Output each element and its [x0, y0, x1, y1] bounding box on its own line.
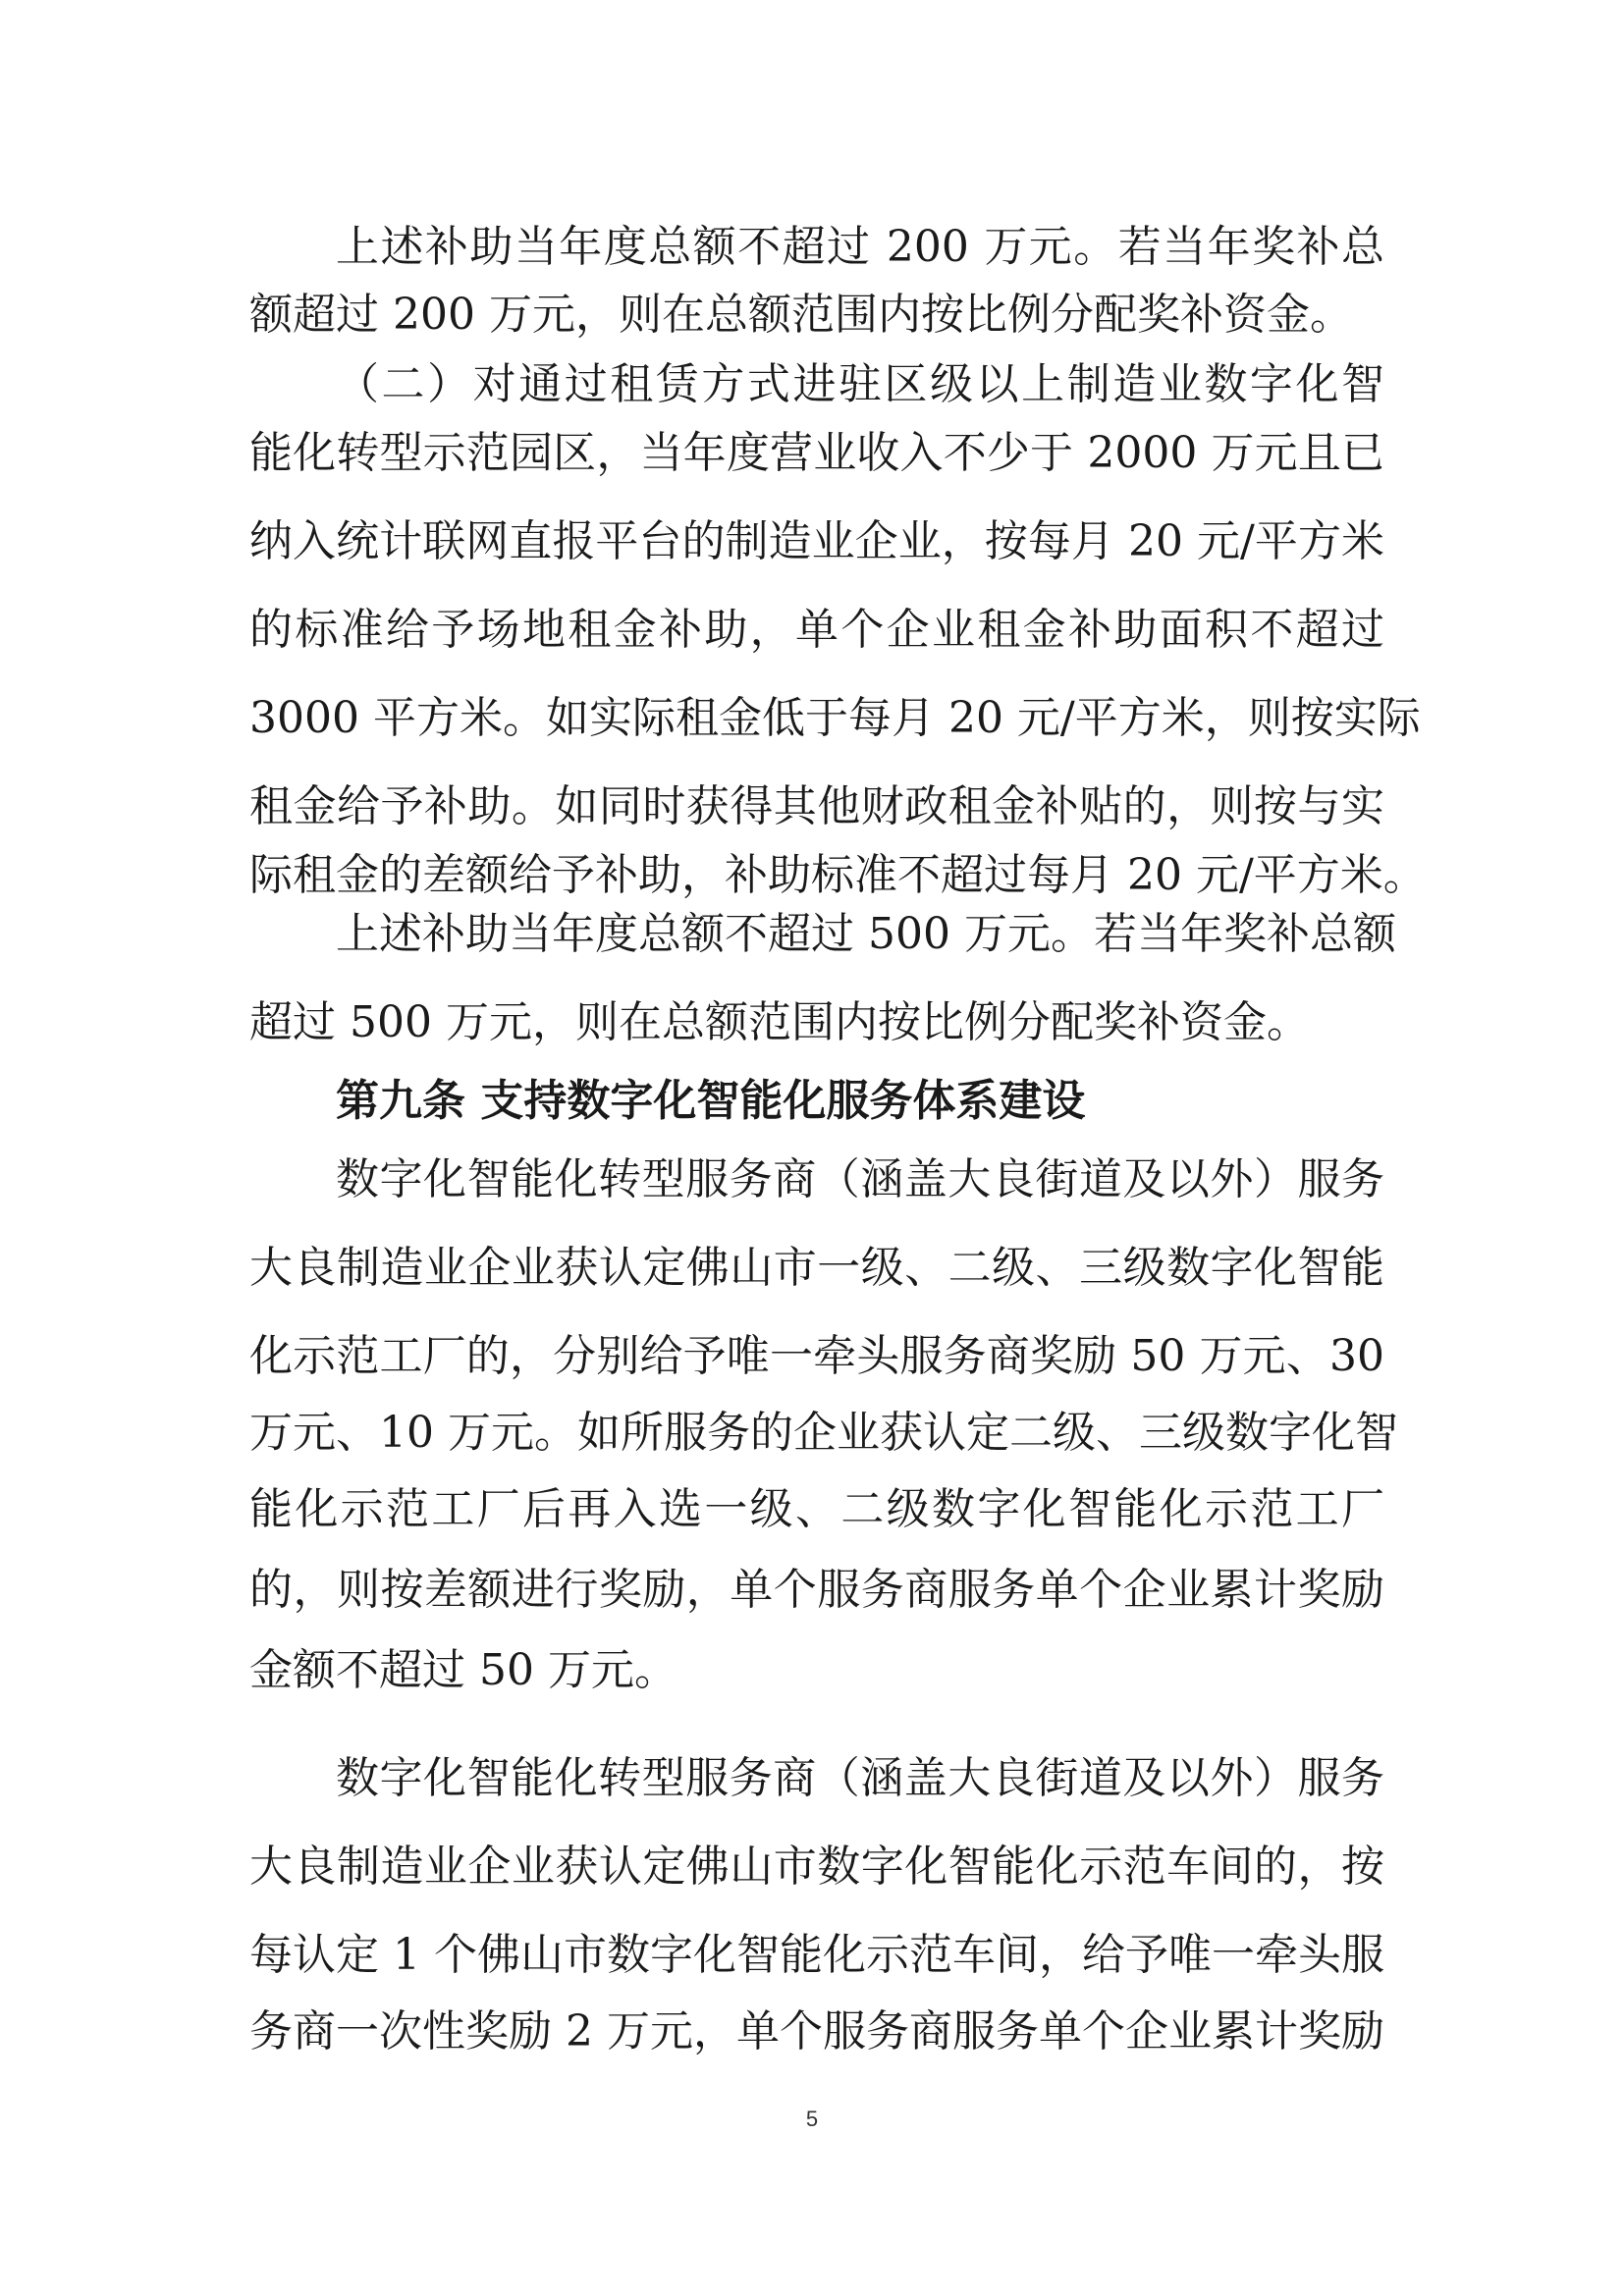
paragraph-line: 金额不超过 50 万元。 — [249, 1645, 677, 1695]
section-heading: 第九条 支持数字化智能化服务体系建设 — [336, 1076, 1086, 1126]
paragraph-line: 大良制造业企业获认定佛山市一级、二级、三级数字化智能 — [249, 1243, 1384, 1293]
paragraph-line: 能化转型示范园区，当年度营业收入不少于 2000 万元且已 — [249, 428, 1384, 478]
paragraph-line: 务商一次性奖励 2 万元，单个服务商服务单个企业累计奖励 — [249, 2006, 1384, 2056]
paragraph-line: （二）对通过租赁方式进驻区级以上制造业数字化智 — [336, 359, 1384, 409]
paragraph-line: 大良制造业企业获认定佛山市数字化智能化示范车间的，按 — [249, 1842, 1384, 1892]
paragraph-line: 3000 平方米。如实际租金低于每月 20 元/平方米，则按实际 — [249, 693, 1421, 743]
paragraph-line: 租金给予补助。如同时获得其他财政租金补贴的，则按与实 — [249, 781, 1384, 831]
paragraph-line: 纳入统计联网直报平台的制造业企业，按每月 20 元/平方米 — [249, 516, 1384, 566]
paragraph-line: 化示范工厂的，分别给予唯一牵头服务商奖励 50 万元、30 — [249, 1331, 1384, 1381]
paragraph-line: 额超过 200 万元，则在总额范围内按比例分配奖补资金。 — [249, 290, 1353, 340]
paragraph-line: 的标准给予场地租金补助，单个企业租金补助面积不超过 — [249, 605, 1384, 655]
paragraph-line: 超过 500 万元，则在总额范围内按比例分配奖补资金。 — [249, 997, 1310, 1047]
paragraph-line: 数字化智能化转型服务商（涵盖大良街道及以外）服务 — [336, 1154, 1384, 1204]
paragraph-line: 能化示范工厂后再入选一级、二级数字化智能化示范工厂 — [249, 1484, 1384, 1534]
page-number: 5 — [805, 2107, 819, 2131]
paragraph-line: 的，则按差额进行奖励，单个服务商服务单个企业累计奖励 — [249, 1565, 1384, 1615]
paragraph-line: 上述补助当年度总额不超过 200 万元。若当年奖补总 — [336, 222, 1384, 272]
paragraph-line: 上述补助当年度总额不超过 500 万元。若当年奖补总额 — [336, 909, 1396, 959]
paragraph-line: 数字化智能化转型服务商（涵盖大良街道及以外）服务 — [336, 1753, 1384, 1803]
paragraph-line: 际租金的差额给予补助，补助标准不超过每月 20 元/平方米。 — [249, 850, 1427, 900]
paragraph-line: 每认定 1 个佛山市数字化智能化示范车间，给予唯一牵头服 — [249, 1930, 1384, 1980]
paragraph-line: 万元、10 万元。如所服务的企业获认定二级、三级数字化智 — [249, 1408, 1398, 1458]
